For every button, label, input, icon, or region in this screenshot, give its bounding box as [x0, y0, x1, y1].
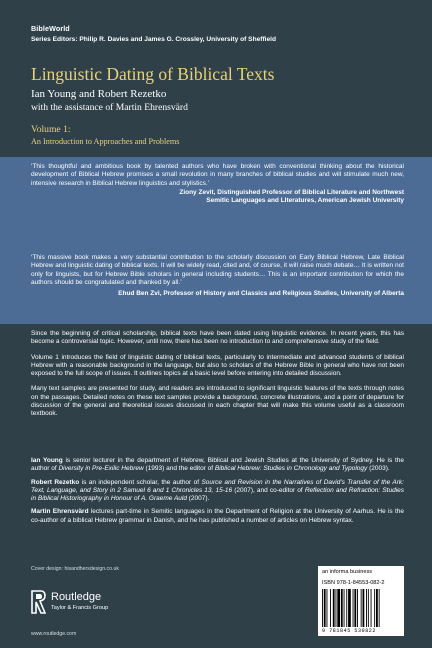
series-brand: BibleWorld [31, 24, 70, 33]
description-paragraph: Since the beginning of critical scholarship, biblical texts have been dated using linguistic evidence. In recent years, this has become a controversial topic. However, until now, there has been no introduction to and comprehensive study of the field. [31, 330, 404, 346]
bio-name: Martin Ehrensvärd [31, 508, 89, 516]
author-bios [31, 457, 404, 530]
description-paragraph: Volume 1 introduces the field of linguistic dating of biblical texts, particularly to intermediate and advanced students of biblical Hebrew with a reasonable background in the language, but also to scholars of the Hebrew Bible in general who have not been exposed to the full scope of issues. It outlines topics at a basic level before entering into detailed discussion. [31, 353, 404, 378]
cover-design-credit: Cover design: hisandhersdesign.co.uk [31, 566, 119, 572]
description [31, 330, 404, 426]
bio-text: (1993) and the editor of [143, 465, 215, 473]
quote-text: ‘This thoughtful and ambitious book by talented authors who have broken with conventional thinking about the historical development of Biblical Hebrew promises a small revolution in many branches of biblical studies and will stimulate much new, intensive research in Biblical Hebrew linguistics and stylistics.’ [31, 163, 404, 187]
publisher-logo [31, 590, 151, 620]
bio-book-title: Source and Revision in the Narratives of David’s Transfer of the Ark: Text, Language, and Story in 2 Samuel 6 and 1 Chronicles 13, 15-16 [31, 478, 404, 494]
quote-attribution-line2: Semitic Languages and LIteratures, American Jewish University [206, 197, 404, 205]
informa-label: an informa business [318, 566, 404, 578]
bio-text: (2007). [186, 495, 210, 503]
bio-text: is senior lecturer in the department of Hebrew, Biblical and Jewish Studies at the University of Sydney. He is the author of [31, 457, 404, 473]
bio-book-title: Diversity in Pre-Exilic Hebrew [58, 465, 144, 473]
endorsement-quote [31, 254, 404, 298]
bio-rezetko [31, 479, 404, 504]
book-subtitle: An Introduction to Approaches and Problems [31, 137, 180, 146]
endorsement-quote [31, 163, 404, 205]
series-editors: Series Editors: Philip R. Davies and James G. Crossley, University of Sheffield [31, 36, 277, 43]
title-block [31, 64, 411, 148]
book-assistance: with the assistance of Martin Ehrensvärd [31, 102, 188, 113]
book-title: Linguistic Dating of Biblical Texts [31, 64, 275, 84]
bio-name: Robert Rezetko [31, 478, 80, 486]
description-paragraph: Many text samples are presented for study, and readers are introduced to significant linguistic features of the texts through notes on the passages. Detailed notes on these text samples provide a background, concrete illustrations, and a point of departure for discussion of the general and theoretical issues discussed in each chapter that will make this volume useful as a classroom textbook. [31, 385, 404, 418]
isbn-text: ISBN 978-1-84553-082-2 [322, 580, 385, 586]
quote-text: ‘This massive book makes a very substantial contribution to the scholarly discussion on Early Biblical Hebrew, Late Biblical Hebrew and linguistic dating of biblical texts. It will be widely read, cited and, of course, it will raise much debate… It is written not only for linguists, but for Hebrew Bible scholars in general including students… This is an important contribution for which the authors should be congratulated and thanked by all.’ [31, 254, 404, 286]
barcode [318, 578, 404, 636]
book-volume: Volume 1: [31, 124, 71, 135]
bio-text: (2007), and co-editor of [232, 486, 305, 494]
quote-attribution: Ehud Ben Zvi, Professor of History and Classics and Religious Studies, University of Alberta [118, 290, 404, 298]
bio-book-title: Reflection and Refraction: Studies in Biblical Historiography in Honour of A. Graeme Auld [31, 486, 405, 503]
quote-attribution: Ziony Zevit, Distinguished Professor of Biblical Literature and Northwest [179, 188, 404, 196]
bio-text: lectures part-time in Semitic languages in the Department of Religion at the University of Aarhus. He is the co-author of a biblical Hebrew grammar in Danish, and he has published a number of articles on Hebrew syntax. [31, 508, 404, 524]
barcode-digits: 9 781845 530822 [322, 628, 377, 634]
publisher-url: www.routledge.com [31, 631, 77, 637]
book-authors: Ian Young and Robert Rezetko [31, 88, 167, 100]
barcode-icon [322, 589, 400, 627]
bio-text: is an independent scholar, the author of [79, 478, 202, 486]
series-header [31, 24, 411, 43]
bio-text: (2003). [367, 465, 390, 473]
bio-ehrensvard [31, 508, 404, 525]
bio-young [31, 457, 404, 474]
bio-book-title: Biblical Hebrew: Studies in Chronology and Typology [214, 465, 368, 473]
publisher-name: Routledge [51, 591, 102, 603]
routledge-mark-icon [31, 590, 46, 614]
bio-name: Ian Young [31, 457, 63, 464]
publisher-group: Taylor & Francis Group [51, 605, 109, 611]
